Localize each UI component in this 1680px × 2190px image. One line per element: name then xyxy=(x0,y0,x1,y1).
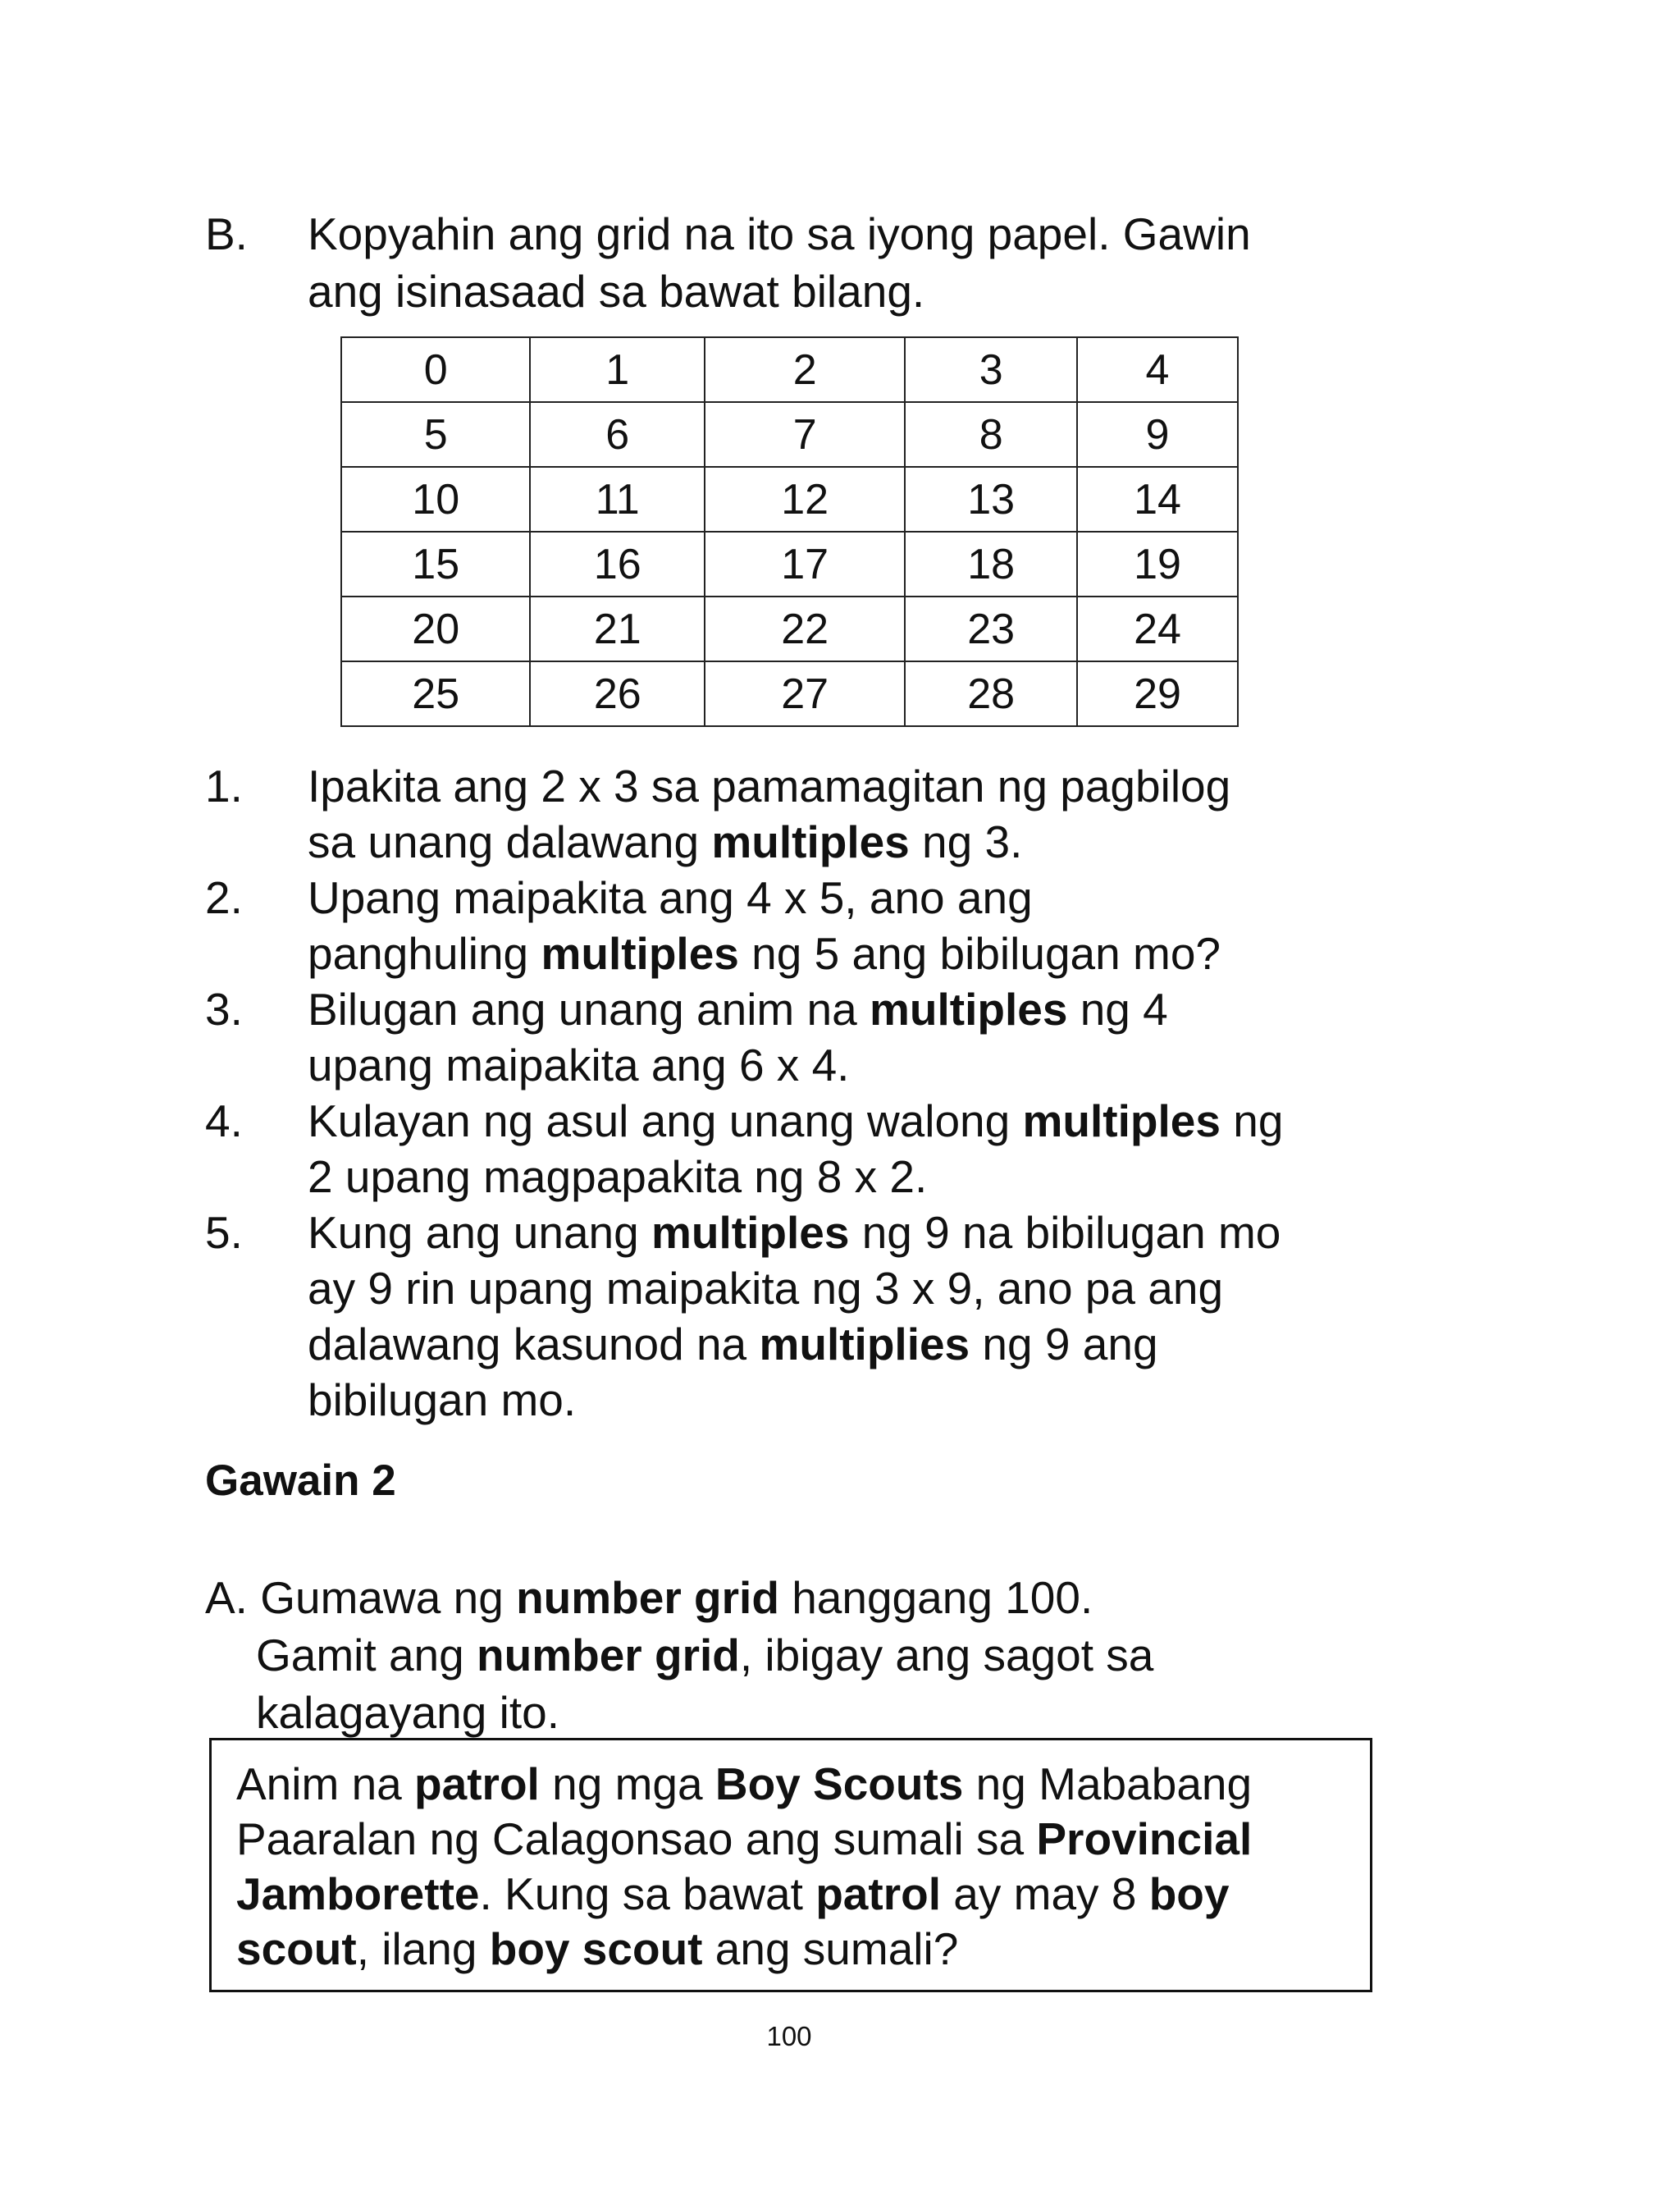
grid-cell: 6 xyxy=(530,402,705,467)
item-text-line xyxy=(308,758,1456,814)
instruction-list xyxy=(205,758,1436,1428)
text-run: Kung ang unang xyxy=(308,1207,651,1258)
bold-term: number grid xyxy=(477,1630,740,1680)
item-text-line xyxy=(308,870,1456,926)
page-number: 100 xyxy=(766,2021,812,2051)
item-text-line xyxy=(308,1260,1456,1316)
grid-cell: 25 xyxy=(341,661,530,726)
bold-term: multiples xyxy=(541,928,739,979)
text-run: dalawang kasunod na xyxy=(308,1319,760,1369)
grid-row xyxy=(341,532,1238,597)
grid-cell: 11 xyxy=(530,467,705,532)
grid-cell: 8 xyxy=(905,402,1077,467)
text-run: Kulayan ng asul ang unang walong xyxy=(308,1095,1023,1146)
item-number: 2. xyxy=(205,872,243,923)
grid-cell: 12 xyxy=(705,467,905,532)
section-a-line-2 xyxy=(256,1626,1436,1684)
grid-cell: 10 xyxy=(341,467,530,532)
section-b-line-2: ang isinasaad sa bawat bilang. xyxy=(308,266,925,317)
text-run: ng 9 na bibilugan mo xyxy=(849,1207,1281,1258)
bold-term: multiples xyxy=(711,816,910,867)
grid-cell: 4 xyxy=(1077,337,1238,402)
word-problem-box xyxy=(209,1738,1372,1992)
grid-cell: 24 xyxy=(1077,597,1238,661)
list-item xyxy=(205,1093,1436,1205)
text-run: panghuling xyxy=(308,928,541,979)
grid-cell: 22 xyxy=(705,597,905,661)
grid-cell: 3 xyxy=(905,337,1077,402)
grid-cell: 27 xyxy=(705,661,905,726)
bold-term: boy xyxy=(1148,1868,1230,1919)
item-text-line xyxy=(308,981,1456,1037)
text-run: Ipakita ang 2 x 3 sa pamamagitan ng pagbilog xyxy=(308,761,1231,812)
item-text xyxy=(308,981,1456,1093)
grid-cell: 18 xyxy=(905,532,1077,597)
text-run: kalagayang ito. xyxy=(256,1687,559,1738)
bold-term: patrol xyxy=(414,1758,540,1809)
grid-cell: 14 xyxy=(1077,467,1238,532)
text-run: ng xyxy=(1220,1095,1284,1146)
grid-row xyxy=(341,467,1238,532)
text-run: , ibigay ang sagot sa xyxy=(739,1630,1154,1680)
grid-cell: 21 xyxy=(530,597,705,661)
item-text-line xyxy=(308,1037,1456,1093)
item-text-line xyxy=(308,1372,1456,1428)
bold-term: patrol xyxy=(815,1868,941,1919)
word-problem-line xyxy=(236,1812,1345,1867)
list-item xyxy=(205,981,1436,1093)
text-run: . Kung sa bawat xyxy=(479,1868,816,1919)
text-run: ng 9 ang xyxy=(970,1319,1158,1369)
grid-cell: 7 xyxy=(705,402,905,467)
text-run: Anim na xyxy=(236,1758,415,1809)
bold-term: Boy Scouts xyxy=(714,1758,964,1809)
section-b-line-1: Kopyahin ang grid na ito sa iyong papel. Gawin xyxy=(308,208,1251,259)
grid-cell: 20 xyxy=(341,597,530,661)
bold-term: boy scout xyxy=(489,1923,703,1974)
grid-cell: 26 xyxy=(530,661,705,726)
text-run: bibilugan mo. xyxy=(308,1374,577,1425)
grid-cell: 13 xyxy=(905,467,1077,532)
item-text xyxy=(308,758,1456,870)
text-run: A. Gumawa ng xyxy=(205,1572,517,1623)
text-run: ng mga xyxy=(539,1758,715,1809)
bold-term: scout xyxy=(236,1923,357,1974)
bold-term: number grid xyxy=(516,1572,779,1623)
grid-cell: 1 xyxy=(530,337,705,402)
grid-cell: 28 xyxy=(905,661,1077,726)
text-run: ng 4 xyxy=(1067,984,1168,1035)
word-problem-line xyxy=(236,1867,1345,1922)
bold-term: multiplies xyxy=(759,1319,970,1369)
section-a-instructions xyxy=(205,1569,1436,1741)
grid-cell: 2 xyxy=(705,337,905,402)
section-b-instructions xyxy=(205,205,1395,320)
text-run: Bilugan ang unang anim na xyxy=(308,984,870,1035)
item-number: 4. xyxy=(205,1095,243,1146)
grid-cell: 29 xyxy=(1077,661,1238,726)
text-run: hanggang 100. xyxy=(778,1572,1093,1623)
text-run: ay 9 rin upang maipakita ng 3 x 9, ano pa ang xyxy=(308,1263,1224,1314)
item-text-line xyxy=(308,1316,1456,1372)
grid-cell: 17 xyxy=(705,532,905,597)
text-run: ng 3. xyxy=(909,816,1023,867)
gawain-title: Gawain 2 xyxy=(205,1456,396,1505)
grid-row xyxy=(341,402,1238,467)
item-text-line xyxy=(308,1205,1456,1260)
text-run: Gamit ang xyxy=(256,1630,477,1680)
text-run: ang sumali? xyxy=(702,1923,959,1974)
bold-term: Jamborette xyxy=(236,1868,480,1919)
item-text xyxy=(308,870,1456,981)
grid-cell: 5 xyxy=(341,402,530,467)
grid-cell: 19 xyxy=(1077,532,1238,597)
text-run: Paaralan ng Calagonsao ang sumali sa xyxy=(236,1813,1037,1864)
text-run: sa unang dalawang xyxy=(308,816,712,867)
section-b-marker: B. xyxy=(205,208,248,259)
item-text-line xyxy=(308,926,1456,981)
text-run: ng Mababang xyxy=(963,1758,1253,1809)
item-text xyxy=(308,1093,1456,1205)
grid-row xyxy=(341,337,1238,402)
word-problem-line xyxy=(236,1757,1345,1812)
word-problem-line xyxy=(236,1922,1345,1977)
bold-term: multiples xyxy=(651,1207,850,1258)
bold-term: Provincial xyxy=(1036,1813,1253,1864)
list-item xyxy=(205,1205,1436,1428)
item-text xyxy=(308,1205,1456,1428)
grid-row xyxy=(341,597,1238,661)
text-run: 2 upang magpapakita ng 8 x 2. xyxy=(308,1151,928,1202)
text-run: Upang maipakita ang 4 x 5, ano ang xyxy=(308,872,1033,923)
text-run: upang maipakita ang 6 x 4. xyxy=(308,1040,850,1090)
number-grid xyxy=(340,336,1239,727)
grid-cell: 15 xyxy=(341,532,530,597)
bold-term: multiples xyxy=(869,984,1068,1035)
grid-row xyxy=(341,661,1238,726)
grid-cell: 9 xyxy=(1077,402,1238,467)
section-a-line-3 xyxy=(256,1684,1436,1741)
list-item xyxy=(205,870,1436,981)
grid-cell: 0 xyxy=(341,337,530,402)
bold-term: multiples xyxy=(1022,1095,1221,1146)
section-a-line-1 xyxy=(205,1569,1436,1626)
text-run: ay may 8 xyxy=(940,1868,1149,1919)
grid-cell: 23 xyxy=(905,597,1077,661)
item-number: 1. xyxy=(205,761,243,812)
grid-cell: 16 xyxy=(530,532,705,597)
item-number: 5. xyxy=(205,1207,243,1258)
list-item xyxy=(205,758,1436,870)
text-run: ng 5 ang bibilugan mo? xyxy=(738,928,1221,979)
item-text-line xyxy=(308,1093,1456,1149)
text-run: , ilang xyxy=(356,1923,490,1974)
item-text-line xyxy=(308,814,1456,870)
item-text-line xyxy=(308,1149,1456,1205)
item-number: 3. xyxy=(205,984,243,1035)
